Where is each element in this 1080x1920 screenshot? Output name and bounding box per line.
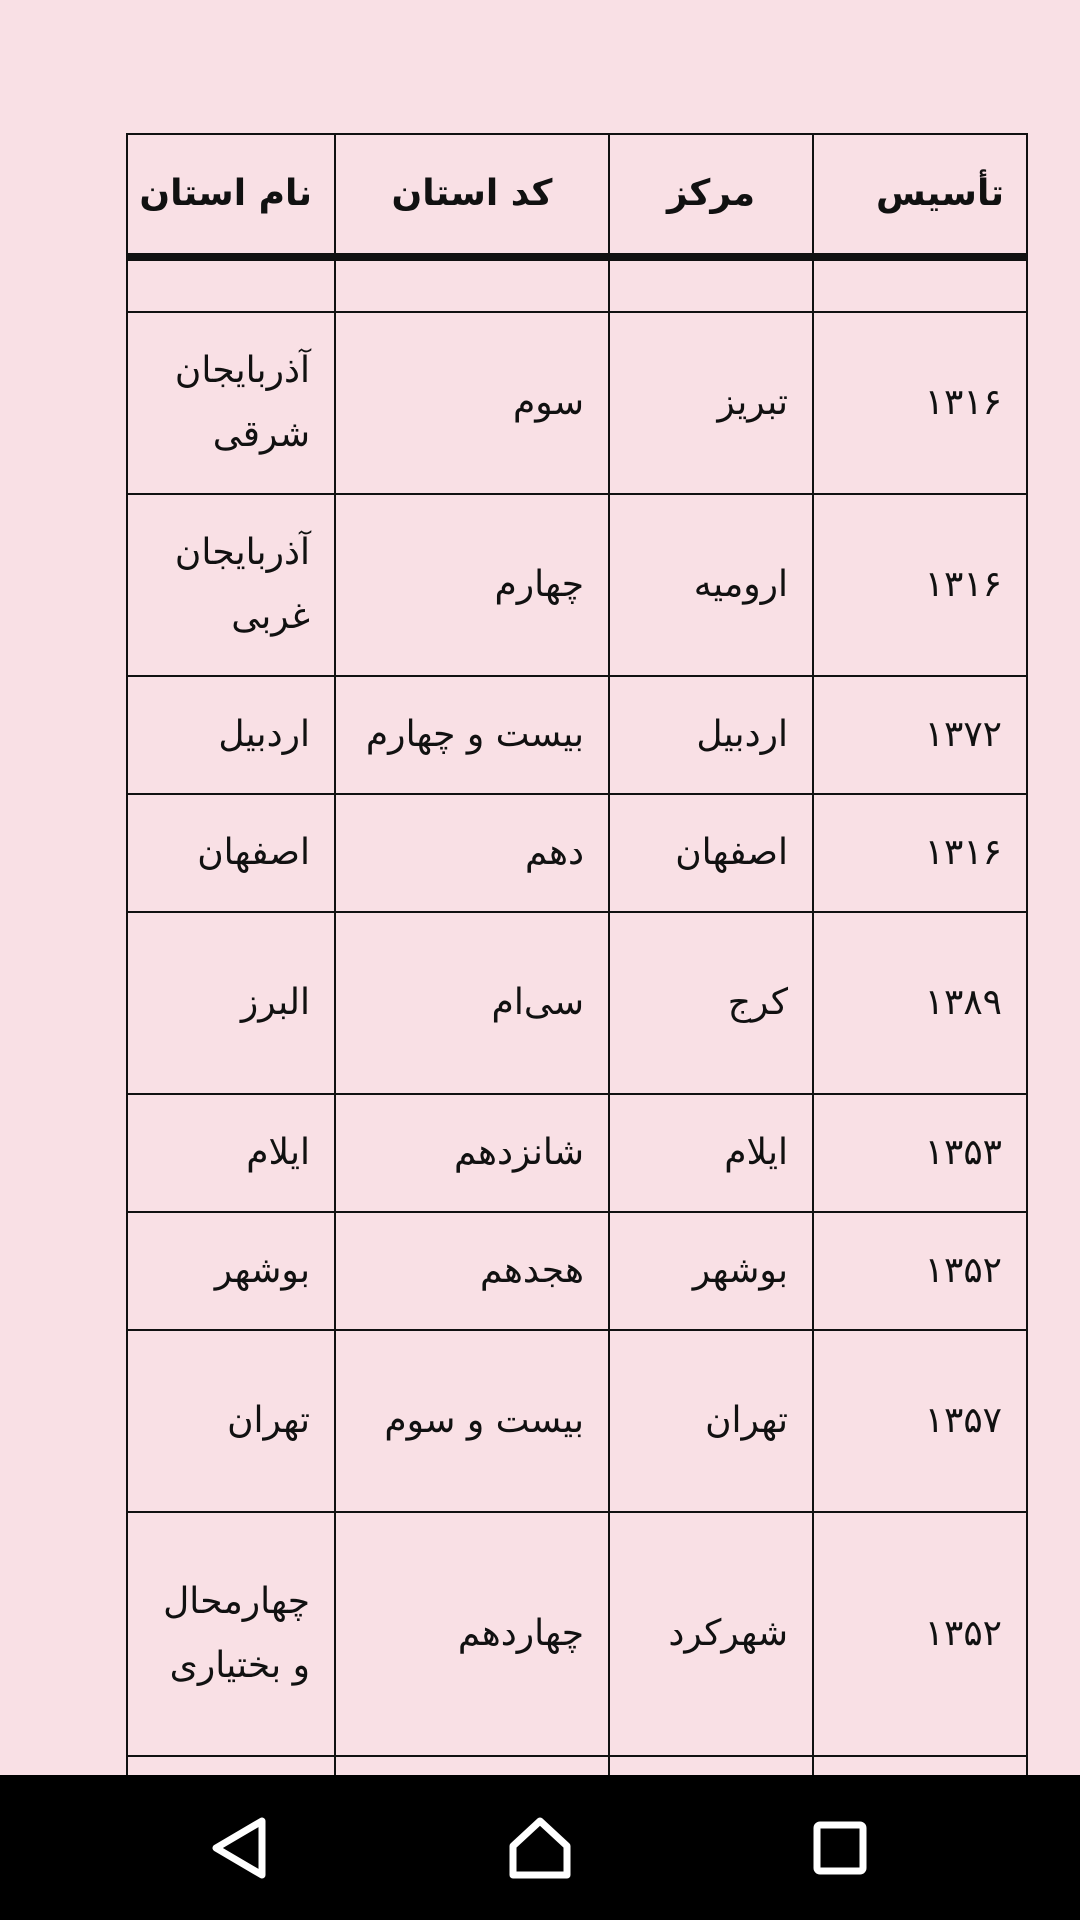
table-cell (127, 257, 335, 312)
province-name-cell: اردبیل (127, 676, 335, 794)
province-name-cell: آذربایجان غربی (127, 494, 335, 676)
table-cell (813, 257, 1027, 312)
province-code-cell: شانزدهم (335, 1094, 609, 1212)
empty-row (127, 257, 1027, 312)
table-row (127, 676, 1027, 794)
founded-cell: ۱۳۵۳ (813, 1094, 1027, 1212)
center-cell: ایلام (609, 1094, 813, 1212)
founded-cell: ۱۳۸۹ (813, 912, 1027, 1094)
table-row (127, 312, 1027, 494)
home-button[interactable] (460, 1775, 620, 1920)
center-cell: شهرکرد (609, 1512, 813, 1756)
table-row (127, 912, 1027, 1094)
table-cell (609, 257, 813, 312)
province-code-cell: چهاردهم (335, 1512, 609, 1756)
center-cell: اصفهان (609, 794, 813, 912)
province-name-cell: البرز (127, 912, 335, 1094)
table-row (127, 1212, 1027, 1330)
center-cell: تهران (609, 1330, 813, 1512)
table-body (127, 257, 1027, 1874)
table-cell (335, 257, 609, 312)
center-cell: کرج (609, 912, 813, 1094)
header-province-code[interactable]: کد استان (335, 134, 609, 257)
center-cell: بوشهر (609, 1212, 813, 1330)
province-code-cell: بیست و سوم (335, 1330, 609, 1512)
center-cell: تبریز (609, 312, 813, 494)
province-code-cell: بیست و چهارم (335, 676, 609, 794)
province-name-cell: اصفهان (127, 794, 335, 912)
header-row (127, 134, 1027, 257)
recents-square-icon (813, 1821, 867, 1875)
center-cell: اردبیل (609, 676, 813, 794)
header-founded[interactable]: تأسیس (813, 134, 1027, 257)
center-cell: ارومیه (609, 494, 813, 676)
navigation-bar (0, 1775, 1080, 1920)
founded-cell: ۱۳۵۲ (813, 1212, 1027, 1330)
province-code-cell: سوم (335, 312, 609, 494)
province-code-cell: سی‌ام (335, 912, 609, 1094)
table-row (127, 794, 1027, 912)
header-center[interactable]: مرکز (609, 134, 813, 257)
province-name-cell: تهران (127, 1330, 335, 1512)
province-name-cell: آذربایجان شرقی (127, 312, 335, 494)
table-row (127, 1330, 1027, 1512)
founded-cell: ۱۳۷۲ (813, 676, 1027, 794)
province-name-cell: بوشهر (127, 1212, 335, 1330)
header-province-name[interactable]: نام استان (127, 134, 335, 257)
province-name-cell: چهارمحال و بختیاری (127, 1512, 335, 1756)
home-icon (508, 1816, 572, 1880)
table-scroll-container[interactable] (126, 133, 1004, 1775)
provinces-table (126, 133, 1028, 1875)
province-name-cell: ایلام (127, 1094, 335, 1212)
province-code-cell: هجدهم (335, 1212, 609, 1330)
founded-cell: ۱۳۵۲ (813, 1512, 1027, 1756)
founded-cell: ۱۳۱۶ (813, 312, 1027, 494)
founded-cell: ۱۳۱۶ (813, 494, 1027, 676)
back-button[interactable] (160, 1775, 320, 1920)
founded-cell: ۱۳۵۷ (813, 1330, 1027, 1512)
province-code-cell: چهارم (335, 494, 609, 676)
table-row (127, 494, 1027, 676)
table-row (127, 1094, 1027, 1212)
recents-button[interactable] (760, 1775, 920, 1920)
founded-cell: ۱۳۱۶ (813, 794, 1027, 912)
back-triangle-icon (210, 1816, 270, 1880)
table-header (127, 134, 1027, 257)
province-code-cell: دهم (335, 794, 609, 912)
table-row (127, 1512, 1027, 1756)
